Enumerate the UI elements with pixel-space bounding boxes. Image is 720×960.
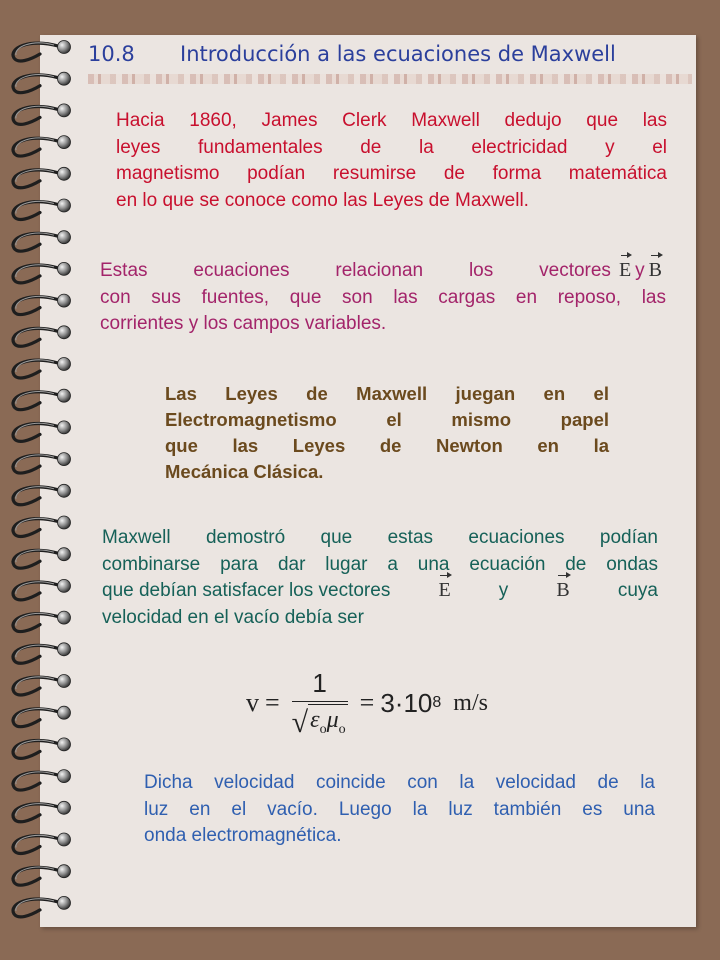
paragraph-history: [116, 108, 667, 214]
binding-ring: [13, 41, 70, 61]
text-line: Las Leyes de Maxwell juegan en el: [165, 383, 609, 404]
formula-equals: =: [359, 688, 375, 717]
sqrt-icon: √: [291, 705, 309, 739]
binding-ring: [13, 167, 70, 187]
binding-ring: [13, 262, 70, 282]
spiral-binding: [0, 0, 80, 960]
subscript: o: [338, 721, 346, 737]
section-title: Introducción a las ecuaciones de Maxwell: [180, 42, 616, 66]
text-fragment: y: [635, 260, 645, 281]
paragraph-wave-equation: [102, 525, 658, 631]
text-line: magnetismo podían resumirse de forma matemática: [116, 163, 667, 184]
paragraph-conclusion: [144, 770, 655, 850]
binding-ring: [13, 389, 70, 409]
binding-ring: [13, 326, 70, 346]
vector-b-symbol: B: [648, 259, 662, 281]
formula-exponent: 8: [432, 694, 442, 711]
binding-ring: [13, 896, 70, 916]
speed-of-light-formula: [246, 668, 488, 738]
formula-unit: m/s: [453, 689, 488, 716]
binding-ring: [13, 579, 70, 599]
binding-ring: [13, 738, 70, 758]
text-line: Mecánica Clásica.: [165, 461, 324, 482]
text-line: Maxwell demostró que estas ecuaciones podían: [102, 527, 658, 548]
binding-ring: [13, 643, 70, 663]
vector-b-symbol: B: [556, 579, 570, 601]
mu-symbol: μ: [326, 707, 339, 734]
text-fragment: que debían satisfacer los vectores: [102, 580, 391, 601]
binding-ring: [13, 231, 70, 251]
subscript: o: [319, 721, 327, 737]
formula-lhs: v: [246, 688, 259, 717]
text-line: en lo que se conoce como las Leyes de Maxwell.: [116, 189, 529, 211]
binding-ring: [13, 453, 70, 473]
text-line: con sus fuentes, que son las cargas en reposo, las: [100, 286, 666, 308]
binding-ring: [13, 865, 70, 885]
binding-ring: [13, 358, 70, 378]
vector-e-symbol: E: [438, 579, 451, 601]
section-number: 10.8: [88, 42, 135, 66]
binding-ring: [13, 199, 70, 219]
text-line: velocidad en el vacío debía ser: [102, 606, 364, 628]
text-fragment: y: [498, 580, 509, 601]
epsilon-symbol: ε: [310, 707, 320, 734]
text-fragment: Estas ecuaciones relacionan los vectores: [100, 260, 611, 281]
text-line: corrientes y los campos variables.: [100, 313, 387, 334]
binding-ring: [13, 516, 70, 536]
formula-fraction: [292, 668, 348, 738]
binding-ring: [13, 675, 70, 695]
page-title: [88, 42, 616, 66]
paragraph-vectors: [100, 258, 666, 338]
vector-e-symbol: E: [618, 259, 632, 281]
formula-equals: =: [265, 688, 280, 717]
binding-ring: [13, 770, 70, 790]
formula-numerator: 1: [312, 668, 327, 699]
title-underline: [88, 74, 692, 84]
binding-ring: [13, 611, 70, 631]
formula-coefficient: 3·10: [380, 687, 433, 718]
binding-ring: [13, 801, 70, 821]
binding-ring: [13, 136, 70, 156]
binding-ring: [13, 548, 70, 568]
formula-radicand: [308, 704, 348, 738]
formula-denominator: [292, 701, 348, 738]
binding-ring: [13, 833, 70, 853]
text-line: que las Leyes de Newton en la: [165, 435, 609, 456]
text-line: luz en el vacío. Luego la luz también es una: [144, 798, 655, 820]
text-line: leyes fundamentales de la electricidad y el: [116, 136, 667, 158]
text-line: [102, 578, 658, 605]
binding-ring: [13, 104, 70, 124]
text-line: combinarse para dar lugar a una ecuación de ondas: [102, 553, 658, 575]
text-line: [100, 258, 666, 285]
text-line: Dicha velocidad coincide con la velocidad de la: [144, 772, 655, 793]
text-line: Electromagnetismo el mismo papel: [165, 409, 609, 430]
binding-ring: [13, 421, 70, 441]
text-line: onda electromagnética.: [144, 825, 342, 846]
text-fragment: cuya: [617, 580, 658, 601]
binding-ring: [13, 484, 70, 504]
text-line: Hacia 1860, James Clerk Maxwell dedujo que las: [116, 110, 667, 131]
binding-ring: [13, 706, 70, 726]
binding-ring: [13, 294, 70, 314]
binding-ring: [13, 72, 70, 92]
paragraph-newton-comparison: [165, 381, 609, 485]
